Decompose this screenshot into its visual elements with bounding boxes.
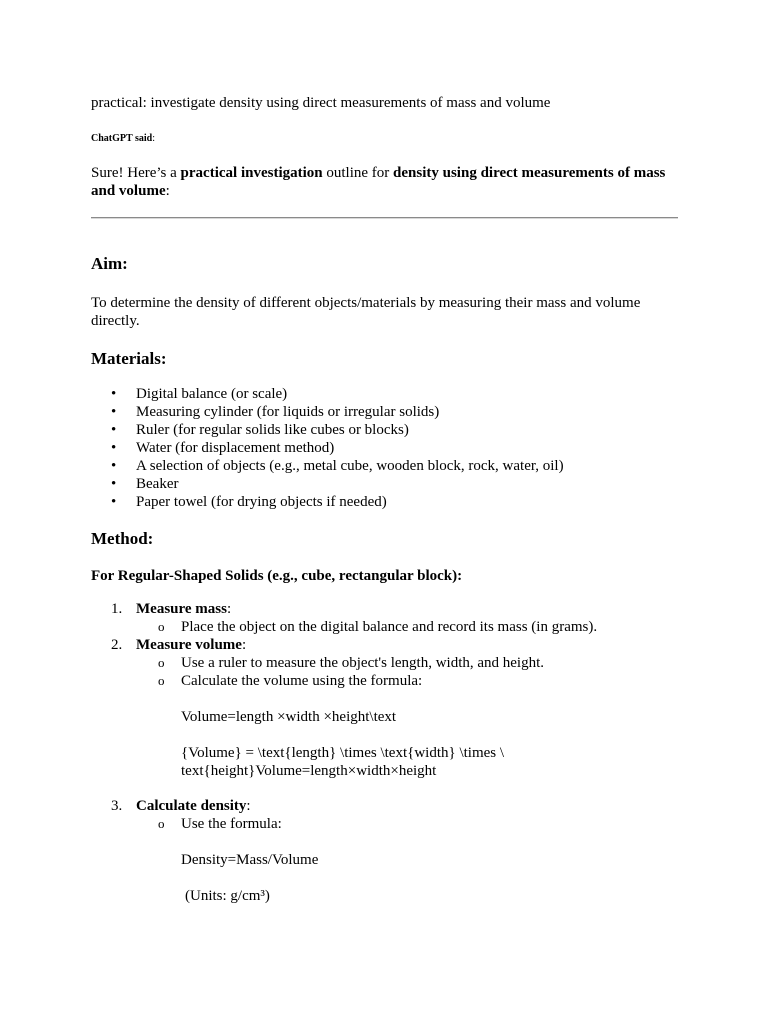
user-prompt: practical: investigate density using direct measurements of mass and volume — [91, 95, 551, 111]
circle-bullet-icon: o — [158, 619, 165, 634]
volume-formula: Volume=length ×width ×height\text — [181, 709, 397, 725]
materials-heading: Materials: — [91, 349, 167, 368]
step-title: Calculate density — [136, 798, 247, 814]
sub-list — [136, 815, 681, 905]
list-item: • Measuring cylinder (for liquids or irregular solids) — [111, 404, 440, 420]
assistant-label: ChatGPT said: — [91, 133, 156, 144]
sub-list — [136, 618, 681, 636]
bullet-icon: • — [111, 404, 117, 420]
step-number: 2. — [111, 637, 123, 653]
bullet-icon: • — [111, 386, 117, 402]
list-item: • Ruler (for regular solids like cubes or blocks) — [111, 422, 409, 438]
list-item: • Digital balance (or scale) — [111, 386, 288, 402]
bullet-icon: • — [111, 494, 117, 510]
step-title: Measure volume — [136, 637, 242, 653]
step-measure-volume: 2. Measure volume: o Use a ruler to measure the object's length, width, and height. o Calculate the volume using the formula: Volume=length ×width ×height\text {Volume} = \text{length} \times \text{width} \times \ text{height}Volume=length×width×height — [91, 636, 681, 780]
bullet-icon: • — [111, 476, 117, 492]
sub-item: o Use a ruler to measure the object's length, width, and height. — [158, 655, 545, 671]
sub-item: o Use the formula: Density=Mass/Volume (Units: g/cm³) — [136, 815, 681, 905]
circle-bullet-icon: o — [158, 655, 165, 670]
method-steps — [91, 600, 681, 905]
density-formula: Density=Mass/Volume — [181, 852, 319, 868]
document-page — [91, 94, 681, 905]
step-number: 3. — [111, 798, 123, 814]
sub-list — [136, 654, 681, 780]
step-calculate-density: 3. Calculate density: o Use the formula: Density=Mass/Volume (Units: g/cm³) — [91, 797, 681, 905]
method-subheading: For Regular-Shaped Solids (e.g., cube, rectangular block): — [91, 568, 463, 584]
density-units: (Units: g/cm³) — [185, 888, 270, 904]
step-measure-mass: 1. Measure mass: o Place the object on the digital balance and record its mass (in grams). — [91, 600, 681, 636]
list-item: • Beaker — [111, 476, 179, 492]
materials-list — [91, 385, 681, 511]
circle-bullet-icon: o — [158, 673, 165, 688]
bullet-icon: • — [111, 422, 117, 438]
list-item: • Paper towel (for drying objects if needed) — [111, 494, 387, 510]
aim-text: To determine the density of different objects/materials by measuring their mass and volume directly. — [91, 295, 641, 329]
list-item: • Water (for displacement method) — [111, 440, 335, 456]
step-number: 1. — [111, 601, 123, 617]
sub-item: o Calculate the volume using the formula: Volume=length ×width ×height\text {Volume} = \text{length} \times \text{width} \times \ text{height}Volume=length×width×height — [136, 672, 681, 780]
horizontal-divider — [91, 217, 678, 219]
assistant-name: ChatGPT said — [91, 133, 153, 144]
method-heading: Method: — [91, 529, 154, 548]
sub-item: o Place the object on the digital balance and record its mass (in grams). — [158, 619, 598, 635]
circle-bullet-icon: o — [158, 816, 165, 831]
bullet-icon: • — [111, 458, 117, 474]
step-title: Measure mass — [136, 601, 227, 617]
intro-paragraph: Sure! Here’s a practical investigation outline for density using direct measurements of mass and volume: — [91, 165, 666, 199]
aim-heading: Aim: — [91, 254, 128, 273]
volume-formula-latex: {Volume} = \text{length} \times \text{width} \times \ text{height}Volume=length×width×height — [181, 745, 505, 779]
bullet-icon: • — [111, 440, 117, 456]
list-item: • A selection of objects (e.g., metal cube, wooden block, rock, water, oil) — [111, 458, 564, 474]
